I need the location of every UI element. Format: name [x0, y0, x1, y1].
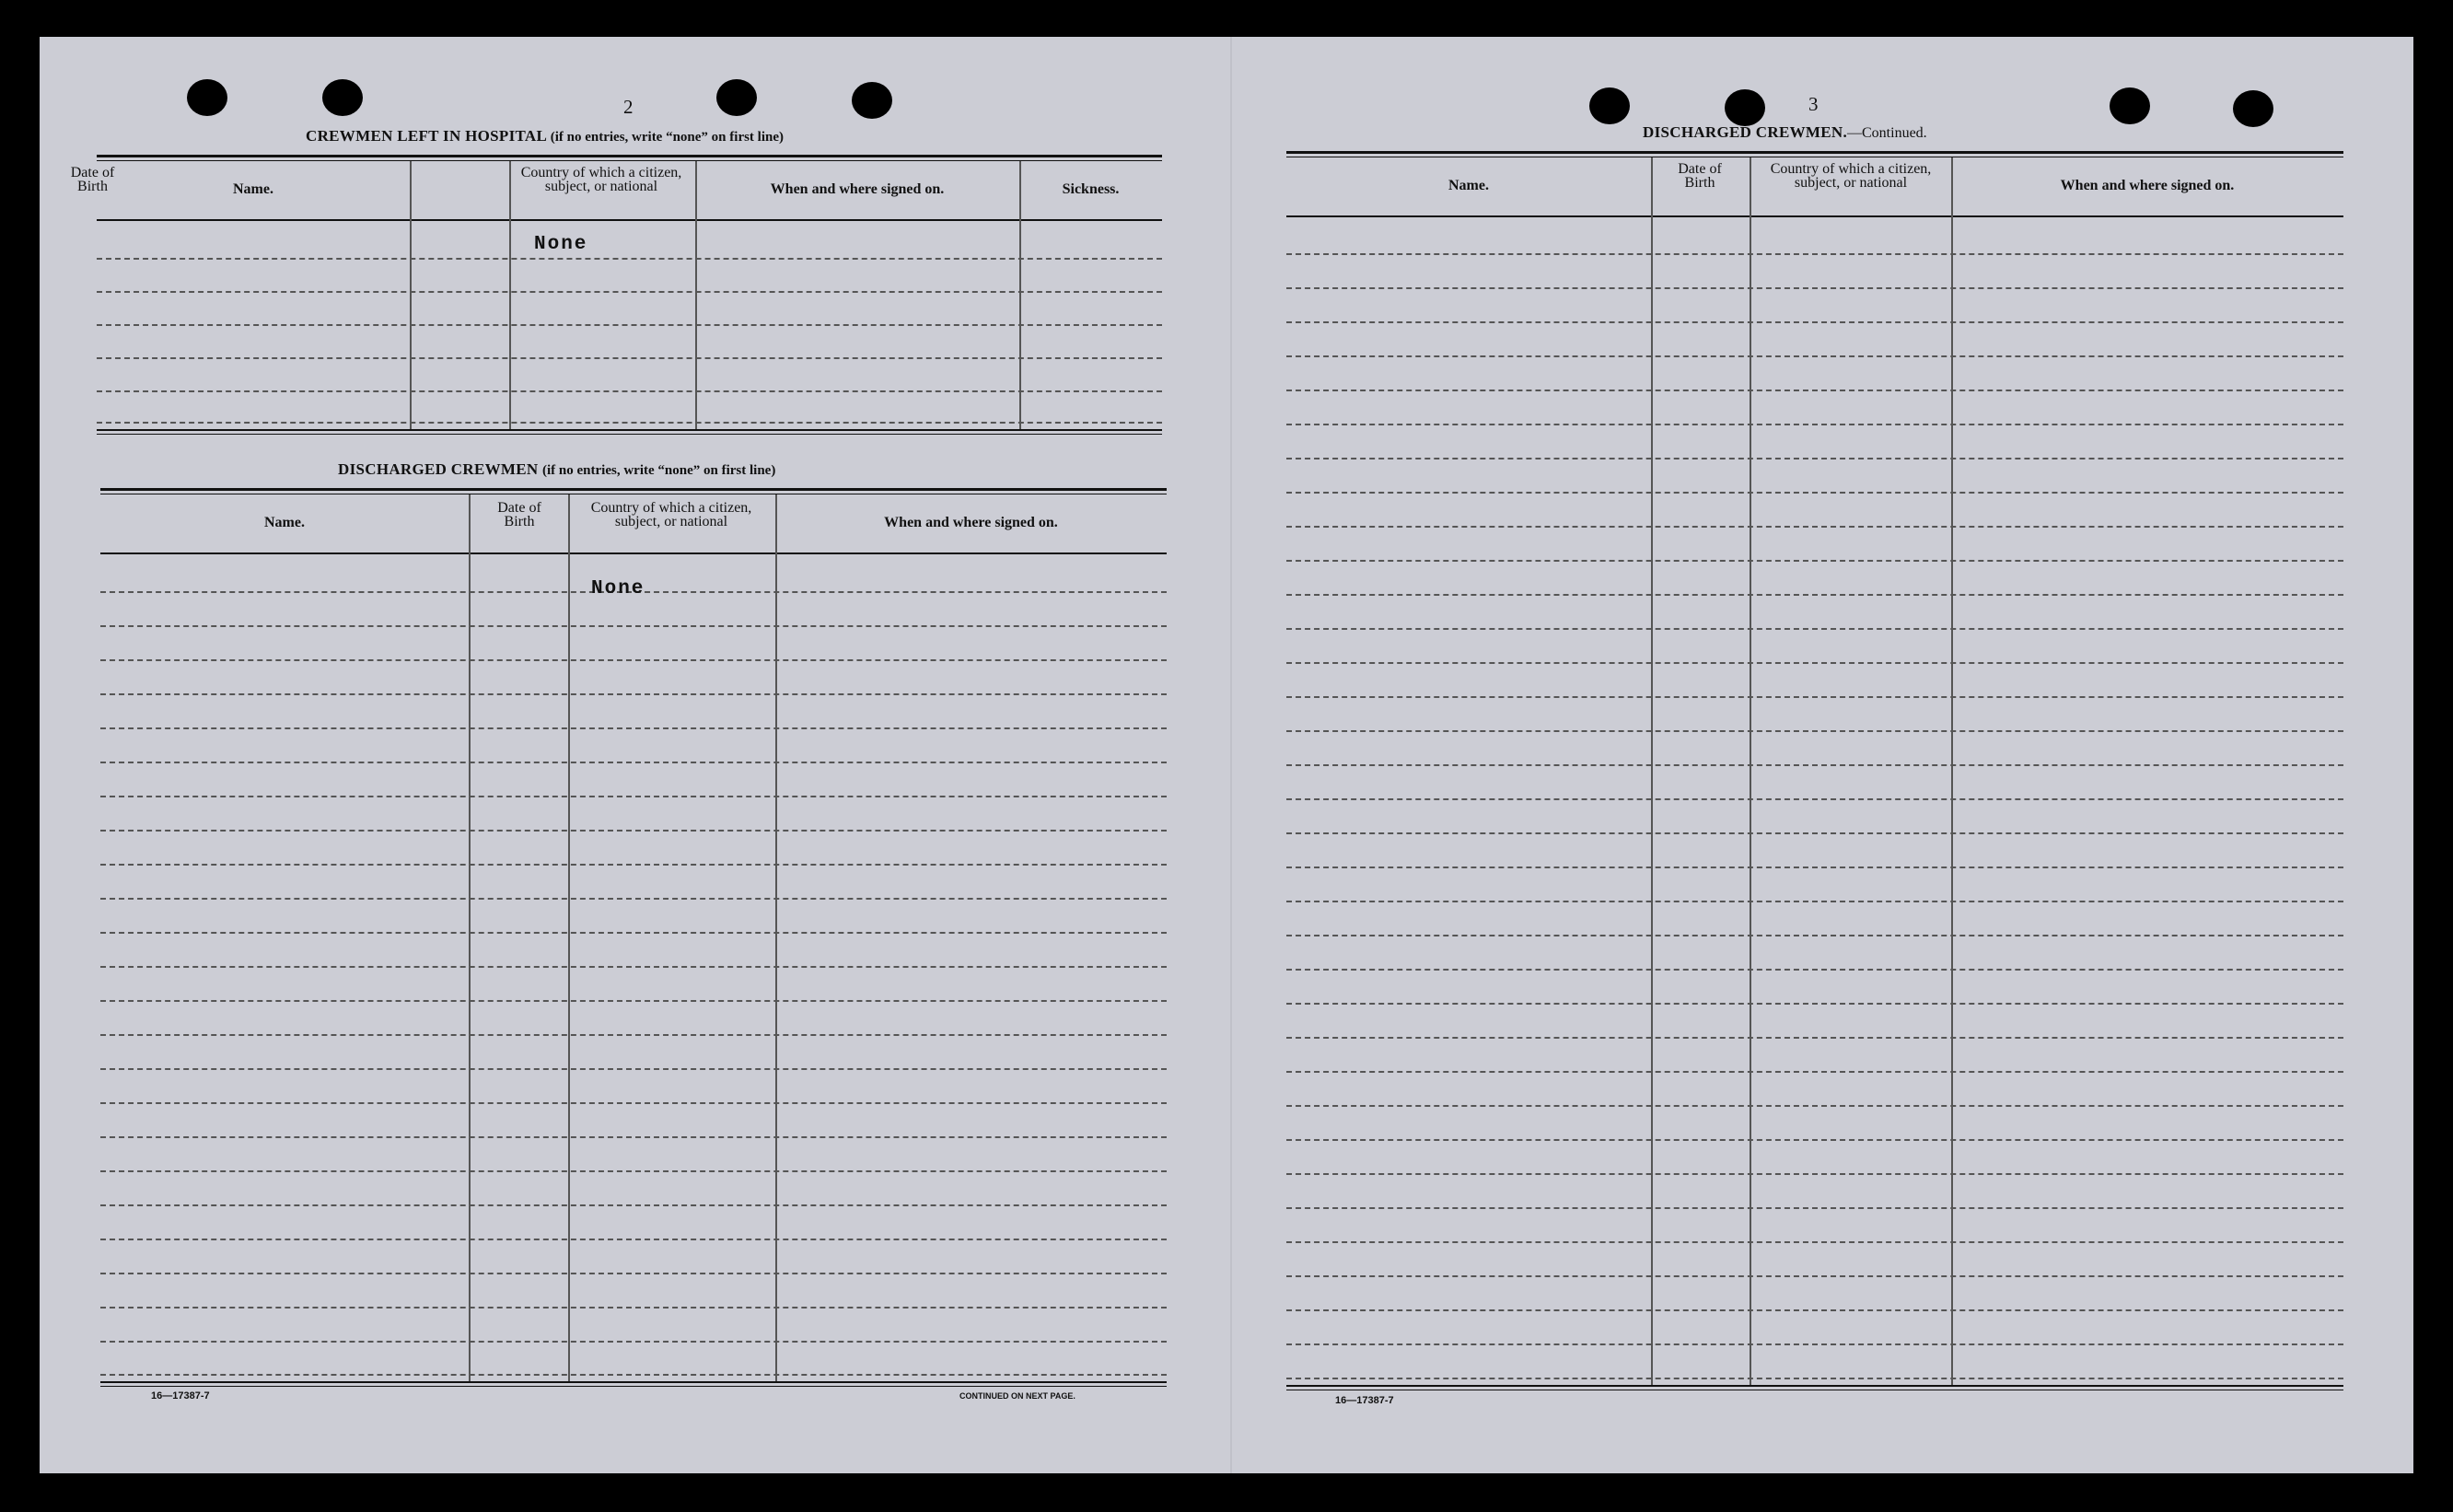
page-number: 2 — [623, 96, 634, 118]
entry-line — [1286, 560, 2343, 562]
entry-line — [1286, 866, 2343, 868]
form-number: 16—17387-7 — [1335, 1395, 1394, 1406]
entry-line — [1286, 1105, 2343, 1107]
column-header-country: Country of which a citizen, subject, or national — [1770, 161, 1932, 191]
discharged-continued-title — [1643, 123, 1927, 142]
entry-line — [1286, 901, 2343, 902]
column-header-country: Country of which a citizen, subject, or national — [590, 500, 752, 529]
entry-line — [1286, 935, 2343, 936]
entry-line — [1286, 730, 2343, 732]
continued-note: CONTINUED ON NEXT PAGE. — [959, 1391, 1075, 1401]
column-header-name: Name. — [233, 181, 273, 197]
hospital-title-text: CREWMEN LEFT IN HOSPITAL — [306, 127, 547, 145]
discharged-continued-title-text: DISCHARGED CREWMEN. — [1643, 123, 1847, 141]
form-number: 16—17387-7 — [151, 1390, 210, 1402]
discharged-entry: None — [591, 578, 645, 599]
entry-line — [1286, 355, 2343, 357]
hospital-instruction: (if no entries, write “none” on first line) — [550, 130, 785, 145]
column-header-signed-on: When and where signed on. — [2060, 178, 2235, 193]
entry-line — [1286, 1037, 2343, 1039]
column-header-signed-on: When and where signed on. — [770, 181, 945, 197]
entry-line — [1286, 1378, 2343, 1379]
entry-line — [1286, 526, 2343, 528]
column-header-name: Name. — [1448, 178, 1489, 193]
entry-line — [1286, 798, 2343, 800]
entry-line — [1286, 492, 2343, 494]
entry-line — [1286, 390, 2343, 391]
entry-line — [1286, 287, 2343, 289]
entry-line — [1286, 1071, 2343, 1073]
hospital-entry: None — [534, 234, 588, 255]
entry-line — [1286, 764, 2343, 766]
entry-line — [1286, 1241, 2343, 1243]
column-header-date-of-birth: Date of Birth — [497, 500, 541, 529]
entry-line — [1286, 1275, 2343, 1277]
column-header-sickness: Sickness. — [1062, 181, 1120, 197]
discharged-title-text: DISCHARGED CREWMEN — [338, 460, 539, 478]
entry-line — [1286, 458, 2343, 459]
entry-line — [1286, 321, 2343, 323]
entry-line — [1286, 424, 2343, 425]
discharged-instruction: (if no entries, write “none” on first line) — [542, 463, 776, 478]
entry-line — [1286, 1343, 2343, 1345]
entry-line — [1286, 832, 2343, 834]
continued-label: —Continued. — [1847, 125, 1927, 141]
entry-line — [1286, 969, 2343, 971]
column-header-name: Name. — [264, 515, 305, 530]
page-number: 3 — [1808, 93, 1819, 115]
entry-line — [1286, 1003, 2343, 1005]
entry-line — [1286, 1173, 2343, 1175]
entry-line — [1286, 696, 2343, 698]
column-header-date-of-birth: Date of Birth — [70, 165, 115, 194]
discharged-continued-table — [1286, 151, 2343, 1392]
column-header-signed-on: When and where signed on. — [884, 515, 1058, 530]
entry-line — [1286, 1139, 2343, 1141]
entry-line — [1286, 628, 2343, 630]
entry-line — [1286, 1309, 2343, 1311]
column-header-country: Country of which a citizen, subject, or national — [520, 165, 682, 194]
column-header-date-of-birth: Date of Birth — [1678, 161, 1722, 191]
entry-line — [1286, 253, 2343, 255]
entry-line — [1286, 594, 2343, 596]
entry-line — [1286, 1207, 2343, 1209]
entry-line — [1286, 662, 2343, 664]
